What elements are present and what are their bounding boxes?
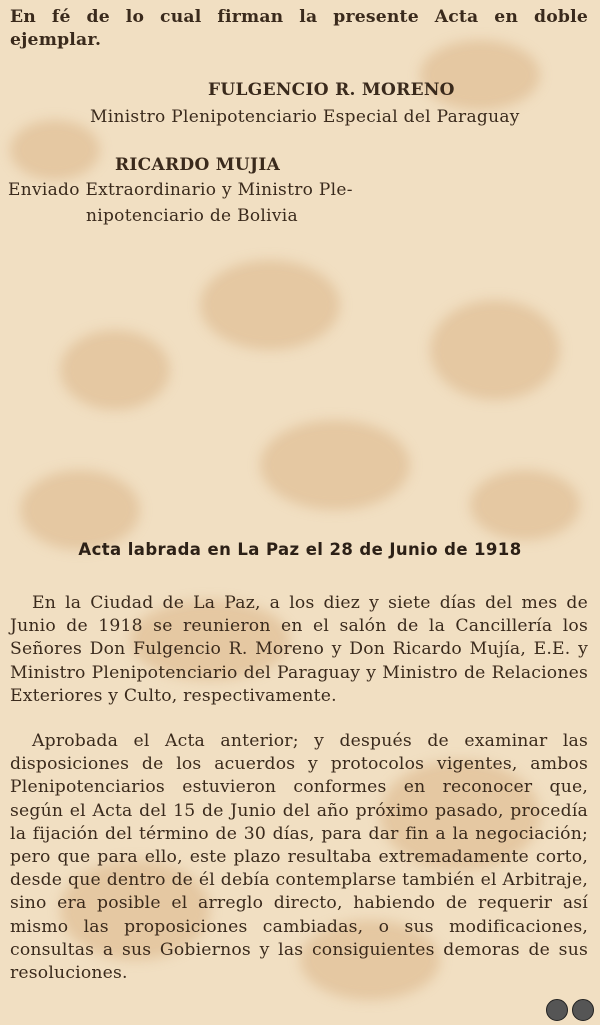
- badge-icon: [572, 999, 594, 1021]
- minutes-heading: Acta labrada en La Paz el 28 de Junio de 1918: [78, 540, 522, 559]
- corner-badges: [546, 999, 594, 1021]
- signatory-name-mujia: RICARDO MUJIA: [115, 155, 281, 175]
- closing-statement: En fé de lo cual firman la presente Acta en doble ejemplar.: [10, 7, 588, 51]
- signatory-title-mujia-line1: Enviado Extraordinario y Ministro Ple-: [8, 180, 353, 200]
- badge-icon: [546, 999, 568, 1021]
- minutes-paragraph-1: En la Ciudad de La Paz, a los diez y siete días del mes de Junio de 1918 se reunieron en el salón de la Cancillería los Señores Don Fulgencio R. Moreno y Don Ricardo Mujía, E.E. y Ministro Plenipotenciario del Paraguay y Ministro de Relaciones Exteriores y Culto, respectivamente.: [10, 593, 588, 706]
- signatory-title-moreno: Ministro Plenipotenciario Especial del Paraguay: [90, 107, 520, 127]
- signatory-title-mujia-line2: nipotenciario de Bolivia: [86, 206, 298, 226]
- minutes-paragraph-2: Aprobada el Acta anterior; y después de examinar las disposiciones de los acuerdos y protocolos vigentes, ambos Plenipotenciarios estuvieron conformes en reconocer que, según el Acta del 15 de Junio del año próximo pasado, procedía la fijación del término de 30 días, para dar fin a la negociación; pero que para ello, este plazo resultaba extremadamente corto, desde que dentro de él debía contemplarse también el Arbitraje, sino era posible el arreglo directo, habiendo de requerir así mismo las proposiciones cambiadas, o sus modificaciones, consultas a sus Gobiernos y las consiguientes demoras de sus resoluciones.: [10, 731, 588, 984]
- signatory-name-moreno: FULGENCIO R. MORENO: [208, 80, 455, 100]
